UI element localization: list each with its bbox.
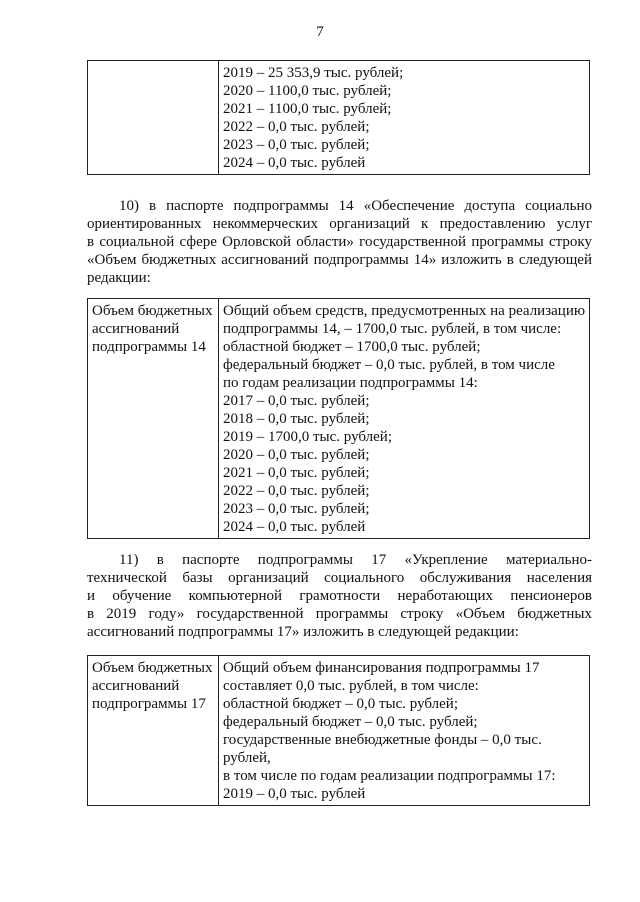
paragraph-line: редакции:	[87, 270, 151, 286]
table-line: 2019 – 25 353,9 тыс. рублей;	[223, 65, 404, 81]
table-line: 2023 – 0,0 тыс. рублей;	[223, 501, 370, 517]
paragraph-line: «Объем бюджетных ассигнований подпрограммы 14» изложить в следующей	[87, 252, 592, 268]
table-line: составляет 0,0 тыс. рублей, в том числе:	[223, 678, 479, 694]
table-line: Общий объем средств, предусмотренных на реализацию	[223, 303, 586, 319]
paragraph-10	[87, 197, 592, 287]
label-line: Объем бюджетных	[92, 660, 213, 676]
budget-table-continuation	[87, 60, 590, 175]
table-line: 2017 – 0,0 тыс. рублей;	[223, 393, 370, 409]
page-number: 7	[316, 24, 324, 40]
paragraph-line: и обучение компьютерной грамотности неработающих пенсионеров	[87, 588, 592, 604]
paragraph-line: в социальной сфере Орловской области» государственной программы строку	[87, 234, 592, 250]
table-line: 2020 – 0,0 тыс. рублей;	[223, 447, 370, 463]
table-line: 2022 – 0,0 тыс. рублей;	[223, 119, 370, 135]
label-line: ассигнований	[92, 678, 180, 694]
budget-table-subprogram-14	[87, 298, 590, 539]
table-line: Общий объем финансирования подпрограммы 17	[223, 660, 540, 676]
table-line: рублей,	[223, 750, 271, 766]
paragraph-line: 11) в паспорте подпрограммы 17 «Укрепление материально-	[119, 552, 592, 568]
table-value-cell	[219, 61, 590, 175]
table-value-cell	[219, 656, 590, 806]
table-line: 2019 – 0,0 тыс. рублей	[223, 786, 366, 802]
table-row	[88, 61, 590, 175]
paragraph-line: ориентированных некоммерческих организаций к предоставлению услуг	[87, 216, 592, 232]
table-line: 2020 – 1100,0 тыс. рублей;	[223, 83, 392, 99]
paragraph-11	[87, 551, 592, 641]
table-line: 2019 – 1700,0 тыс. рублей;	[223, 429, 392, 445]
table-label-cell-empty	[88, 61, 219, 175]
paragraph-line: ассигнований подпрограммы 17» изложить в следующей редакции:	[87, 624, 519, 640]
table-line: 2018 – 0,0 тыс. рублей;	[223, 411, 370, 427]
table-line: по годам реализации подпрограммы 14:	[223, 375, 478, 391]
table-value-cell	[219, 299, 590, 539]
table-line: 2024 – 0,0 тыс. рублей	[223, 155, 366, 171]
table-line: областной бюджет – 0,0 тыс. рублей;	[223, 696, 458, 712]
table-label-cell	[88, 656, 219, 806]
paragraph-line: технической базы организаций социального обслуживания населения	[87, 570, 592, 586]
table-line: 2021 – 0,0 тыс. рублей;	[223, 465, 370, 481]
table-line: 2022 – 0,0 тыс. рублей;	[223, 483, 370, 499]
table-label-cell	[88, 299, 219, 539]
table-line: в том числе по годам реализации подпрограммы 17:	[223, 768, 556, 784]
table-line: 2021 – 1100,0 тыс. рублей;	[223, 101, 392, 117]
table-line: федеральный бюджет – 0,0 тыс. рублей, в том числе	[223, 357, 555, 373]
label-line: ассигнований	[92, 321, 180, 337]
label-line: Объем бюджетных	[92, 303, 213, 319]
table-line: 2023 – 0,0 тыс. рублей;	[223, 137, 370, 153]
table-line: подпрограммы 14, – 1700,0 тыс. рублей, в том числе:	[223, 321, 562, 337]
table-row	[88, 299, 590, 539]
table-line: областной бюджет – 1700,0 тыс. рублей;	[223, 339, 481, 355]
paragraph-line: в 2019 году» государственной программы строку «Объем бюджетных	[87, 606, 592, 622]
label-line: подпрограммы 14	[92, 339, 206, 355]
paragraph-line: 10) в паспорте подпрограммы 14 «Обеспечение доступа социально	[119, 198, 592, 214]
table-line: государственные внебюджетные фонды – 0,0 тыс.	[223, 732, 542, 748]
table-line: федеральный бюджет – 0,0 тыс. рублей;	[223, 714, 478, 730]
label-line: подпрограммы 17	[92, 696, 206, 712]
budget-table-subprogram-17	[87, 655, 590, 806]
table-row	[88, 656, 590, 806]
table-line: 2024 – 0,0 тыс. рублей	[223, 519, 366, 535]
